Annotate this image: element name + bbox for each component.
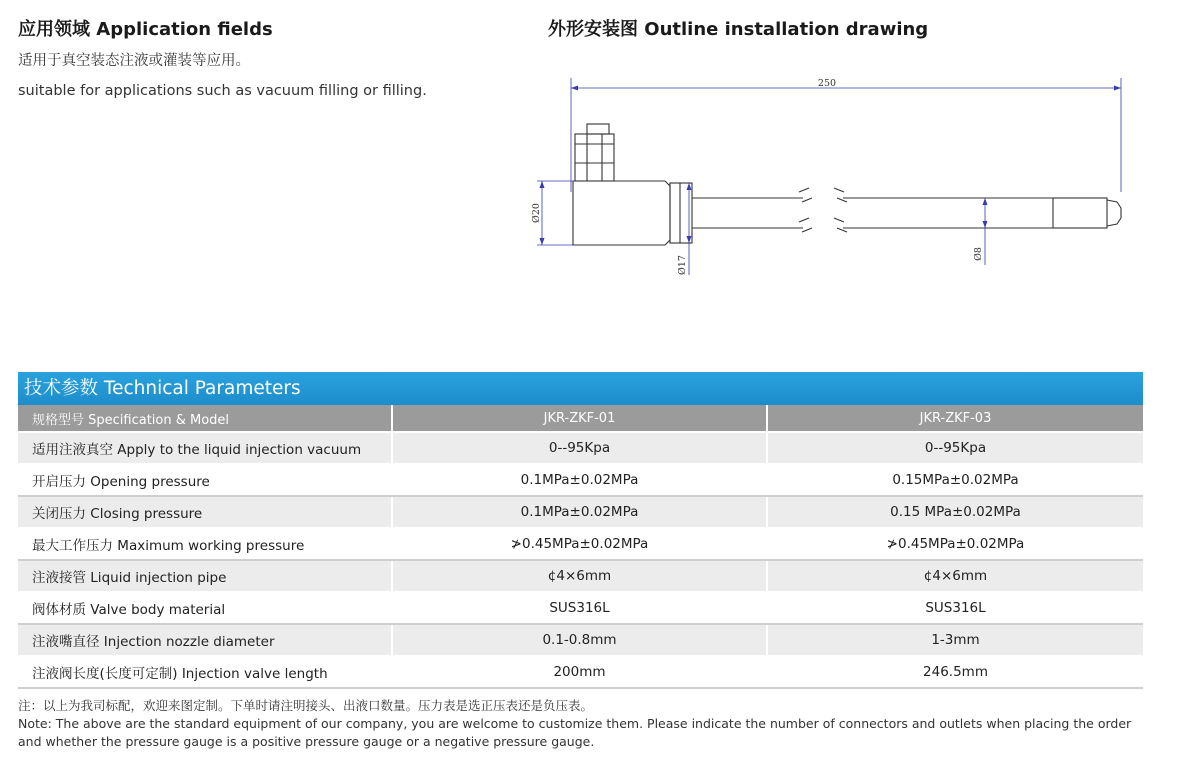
row-value-03: 1-3mm bbox=[767, 624, 1143, 656]
row-value-01: 200mm bbox=[392, 656, 767, 688]
row-label: 最大工作压力 Maximum working pressure bbox=[18, 528, 392, 560]
connector-hex-nut bbox=[575, 134, 614, 181]
row-value-01: 0--95Kpa bbox=[392, 432, 767, 464]
row-value-01: 0.1MPa±0.02MPa bbox=[392, 464, 767, 496]
application-desc-en: suitable for applications such as vacuum filling or filling. bbox=[18, 83, 427, 99]
table-row bbox=[18, 496, 1143, 528]
note-en-line-2: and whether the pressure gauge is a positive pressure gauge or a negative pressure gauge. bbox=[18, 734, 595, 749]
break-mark-right bbox=[834, 188, 847, 232]
row-value-03: 0.15MPa±0.02MPa bbox=[767, 464, 1143, 496]
params-header-bar bbox=[18, 372, 1143, 405]
table-row bbox=[18, 560, 1143, 592]
table-row bbox=[18, 464, 1143, 496]
application-title-cn: 应用领域 bbox=[18, 19, 90, 40]
row-value-03: 0.15 MPa±0.02MPa bbox=[767, 496, 1143, 528]
table-header-row bbox=[18, 405, 1143, 432]
dim-label-pipe-dia: Ø8 bbox=[973, 247, 984, 261]
note-en-line-1: Note: The above are the standard equipment of our company, you are welcome to customize them. Please indicate the number of connectors and outlets when placing the order bbox=[18, 716, 1132, 731]
connector-cap bbox=[587, 124, 609, 134]
outline-title-cn: 外形安装图 bbox=[548, 19, 638, 40]
dim-label-neck-dia: Ø17 bbox=[677, 255, 688, 275]
row-value-03: 246.5mm bbox=[767, 656, 1143, 688]
notes bbox=[18, 697, 1131, 751]
row-value-01: SUS316L bbox=[392, 592, 767, 624]
application-title-en: Application fields bbox=[96, 19, 273, 40]
table-row bbox=[18, 528, 1143, 560]
row-label: 阀体材质 Valve body material bbox=[18, 592, 392, 624]
row-value-01: ≯0.45MPa±0.02MPa bbox=[392, 528, 767, 560]
row-label: 适用注液真空 Apply to the liquid injection vacuum bbox=[18, 432, 392, 464]
break-mark-left bbox=[799, 188, 812, 232]
nozzle-sleeve bbox=[1053, 198, 1107, 228]
row-label: 注液接管 Liquid injection pipe bbox=[18, 560, 392, 592]
table-row bbox=[18, 592, 1143, 624]
table-row bbox=[18, 656, 1143, 688]
row-label: 开启压力 Opening pressure bbox=[18, 464, 392, 496]
row-value-03: ¢4×6mm bbox=[767, 560, 1143, 592]
valve-body bbox=[573, 181, 670, 245]
row-label: 关闭压力 Closing pressure bbox=[18, 496, 392, 528]
row-value-03: 0--95Kpa bbox=[767, 432, 1143, 464]
row-value-03: SUS316L bbox=[767, 592, 1143, 624]
nozzle-tip bbox=[1107, 200, 1121, 226]
row-label: 注液嘴直径 Injection nozzle diameter bbox=[18, 624, 392, 656]
table-row bbox=[18, 624, 1143, 656]
column-header-spec: 规格型号 Specification & Model bbox=[18, 405, 392, 432]
row-value-03: ≯0.45MPa±0.02MPa bbox=[767, 528, 1143, 560]
params-table bbox=[18, 405, 1143, 689]
params-title-en: Technical Parameters bbox=[103, 378, 301, 399]
row-value-01: 0.1MPa±0.02MPa bbox=[392, 496, 767, 528]
row-label: 注液阀长度(长度可定制) Injection valve length bbox=[18, 656, 392, 688]
dim-label-body-dia: Ø20 bbox=[531, 203, 542, 223]
outline-drawing bbox=[525, 70, 1135, 285]
dim-label-length: 250 bbox=[817, 78, 837, 89]
outline-title bbox=[548, 15, 928, 41]
column-header-model-03: JKR-ZKF-03 bbox=[767, 405, 1143, 432]
technical-parameters bbox=[18, 372, 1143, 689]
application-desc-cn: 适用于真空装态注液或灌装等应用。 bbox=[18, 53, 250, 69]
column-header-model-01: JKR-ZKF-01 bbox=[392, 405, 767, 432]
params-title-cn: 技术参数 bbox=[24, 378, 99, 399]
outline-title-en: Outline installation drawing bbox=[644, 19, 929, 40]
application-title bbox=[18, 15, 273, 41]
note-cn: 注：以上为我司标配，欢迎来图定制。下单时请注明接头、出液口数量。压力表是选正压表还是负压表。 bbox=[18, 698, 594, 713]
row-value-01: ¢4×6mm bbox=[392, 560, 767, 592]
row-value-01: 0.1-0.8mm bbox=[392, 624, 767, 656]
table-row bbox=[18, 432, 1143, 464]
